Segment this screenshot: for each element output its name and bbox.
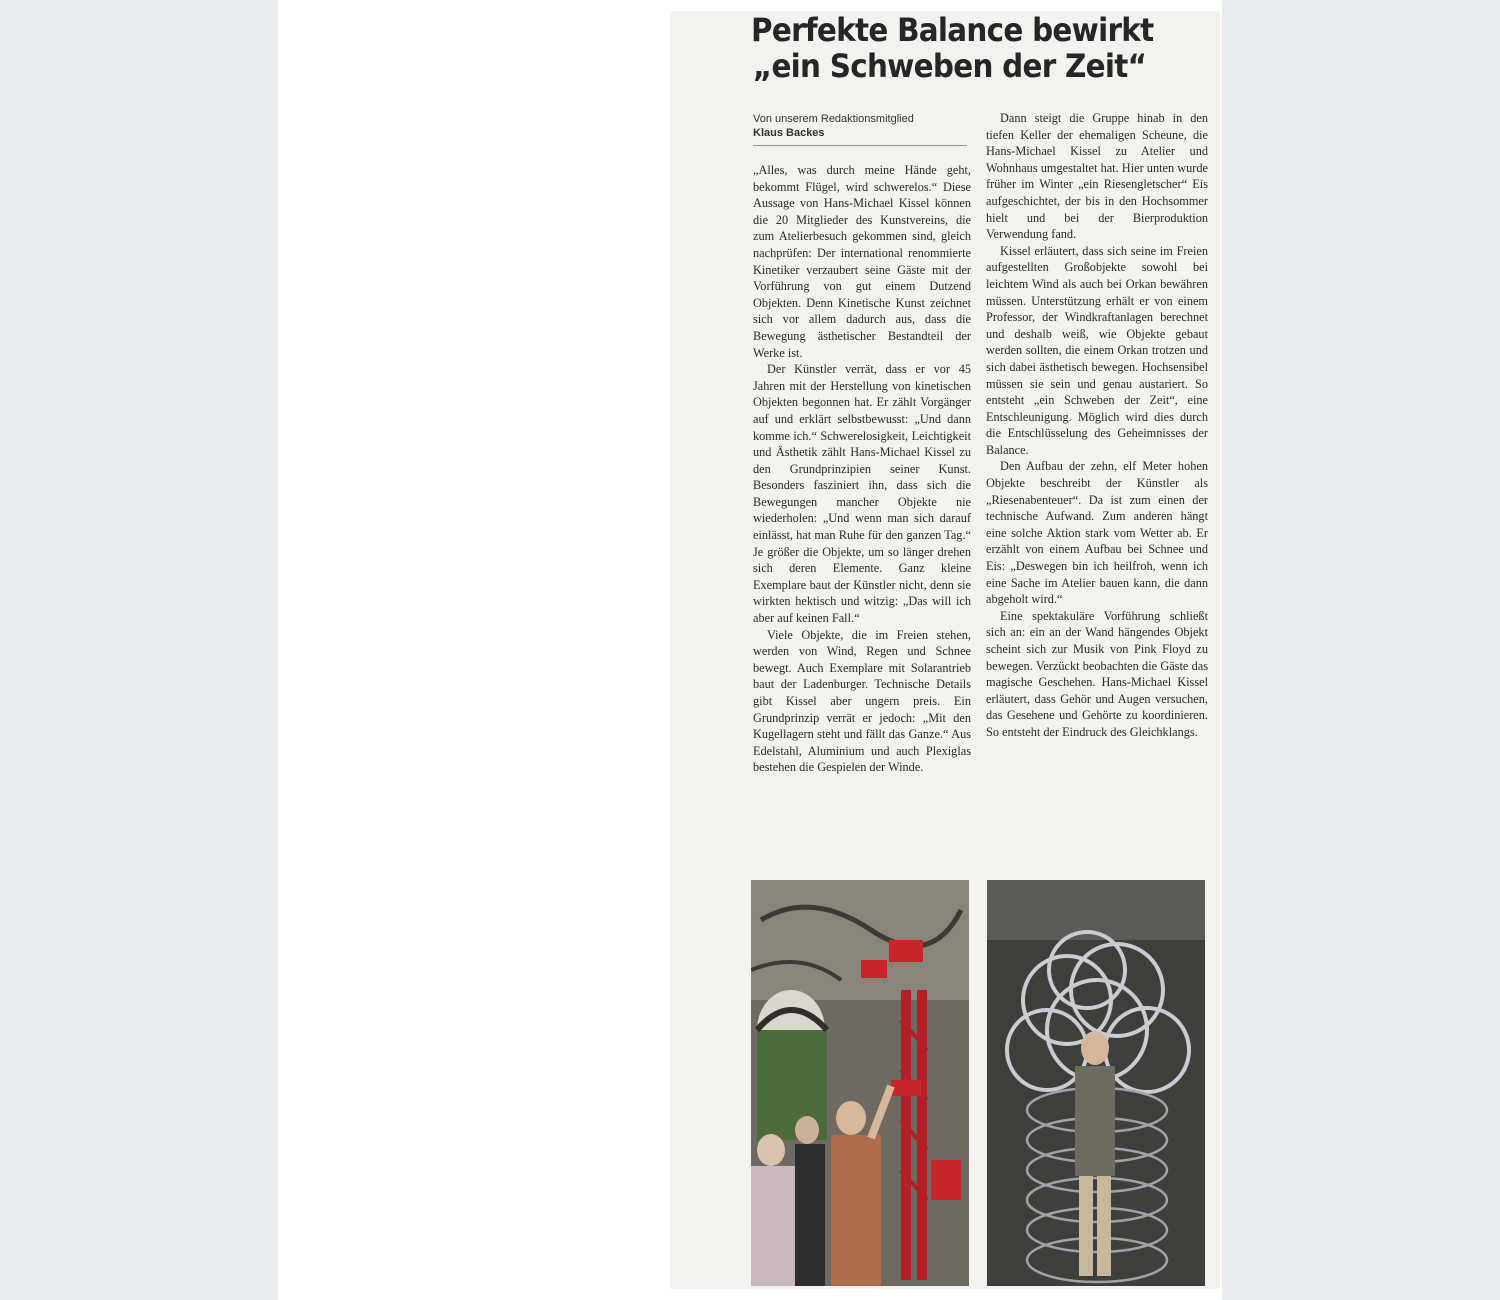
article-column-left	[753, 162, 971, 776]
paragraph: „Alles, was durch meine Hände geht, bekommt Flügel, wird schwerelos.“ Diese Aussage von Hans-Michael Kissel können die 20 Mitglieder des Kunstvereins, die zum Atelierbesuch gekommen sind, gleich nachprüfen: Der international renommierte Kinetiker verzaubert seine Gäste mit der Vorführung von gut einem Dutzend Objekten. Denn Kinetische Kunst zeichnet sich vor allem dadurch aus, dass die Bewegung ästhetischer Bestandteil der Werke ist.	[753, 163, 971, 360]
headline-line-1: Perfekte Balance bewirkt	[751, 12, 1154, 49]
photo-visitors-red-sculpture-image	[751, 880, 969, 1286]
byline	[753, 112, 973, 140]
scanned-page	[278, 0, 1222, 1300]
paragraph: Viele Objekte, die im Freien stehen, werden von Wind, Regen und Schnee bewegt. Auch Exemplare mit Solarantrieb baut der Ladenburger. Technische Details gibt Kissel aber ungern preis. Ein Grundprinzip verrät er jedoch: „Mit den Kugellagern steht und fällt das Ganze.“ Aus Edelstahl, Aluminium und auch Plexiglas bestehen die Gespielen der Winde.	[753, 627, 971, 775]
photo-artist-ring-sculpture-image	[987, 880, 1205, 1286]
paragraph: Eine spektakuläre Vorführung schließt sich an: ein an der Wand hängendes Objekt scheint sich zur Musik von Pink Floyd zu bewegen. Verzückt beobachten die Gäste das magische Geschehen. Hans-Michael Kissel erläutert, dass Gehör und Augen versuchen, das Gesehene und Gehörte zu koordinieren. So entsteht der Eindruck des Gleichklangs.	[986, 608, 1208, 739]
paragraph: Dann steigt die Gruppe hinab in den tiefen Keller der ehemaligen Scheune, die Hans-Michael Kissel zu Atelier und Wohnhaus umgestaltet hat. Hier unten wurde früher im Winter „ein Riesengletscher“ Eis aufgeschichtet, der bis in den Hochsommer hielt und bei der Bierproduktion Verwendung fand.	[986, 111, 1208, 242]
paragraph: Den Aufbau der zehn, elf Meter hohen Objekte beschreibt der Künstler als „Riesenabenteuer“. Da ist zum einen der technische Aufwand. Zum anderen hängt eine solche Aktion stark vom Wetter ab. Er erzählt von einem Aufbau bei Schnee und Eis: „Deswegen bin ich heilfroh, wenn ich eine Sache im Atelier bauen kann, die dann abgeholt wird.“	[986, 459, 1208, 607]
byline-author: Klaus Backes	[753, 127, 825, 139]
paragraph: Der Künstler verrät, dass er vor 45 Jahren mit der Herstellung von kinetischen Objekten begonnen hat. Er zählt Vorgänger auf und erklärt selbstbewusst: „Und dann komme ich.“ Schwerelosigkeit, Leichtigkeit und Ästhetik zählt Hans-Michael Kissel zu den Grundprinzipien seiner Kunst. Besonders fasziniert ihn, dass sich die Bewegungen mancher Objekte nie wiederholen: „Und wenn man sich darauf einlässt, hat man Ruhe für den ganzen Tag.“ Je größer die Objekte, um so länger drehen sich deren Elemente. Ganz kleine Exemplare baut der Künstler nicht, denn sie wirkten hektisch und witzig: „Das will ich aber auf keinen Fall.“	[753, 362, 971, 626]
paragraph: Kissel erläutert, dass sich seine im Freien aufgestellten Großobjekte sowohl bei leichtem Wind als auch bei Orkan bewähren müssen. Unterstützung erhält er von einem Professor, der Windkraftanlagen berechnet und deshalb weiß, wie Objekte gebaut werden sollten, die einem Orkan trotzen und sich dabei ästhetisch bewegen. Hochsensibel müssen sie sein und genau austariert. So entsteht „ein Schweben der Zeit“, eine Entschleunigung. Möglich wird dies durch die Entschlüsselung des Geheimnisses der Balance.	[986, 243, 1208, 457]
headline	[751, 12, 1174, 84]
newspaper-clipping	[671, 12, 1219, 1288]
headline-line-2: „ein Schweben der Zeit“	[752, 47, 1147, 85]
byline-divider	[753, 145, 967, 146]
byline-intro: Von unserem Redaktionsmitglied	[753, 113, 914, 125]
article-column-right	[986, 110, 1208, 741]
photo-artist-ring-sculpture	[987, 880, 1205, 1286]
photo-visitors-red-sculpture	[751, 880, 969, 1286]
